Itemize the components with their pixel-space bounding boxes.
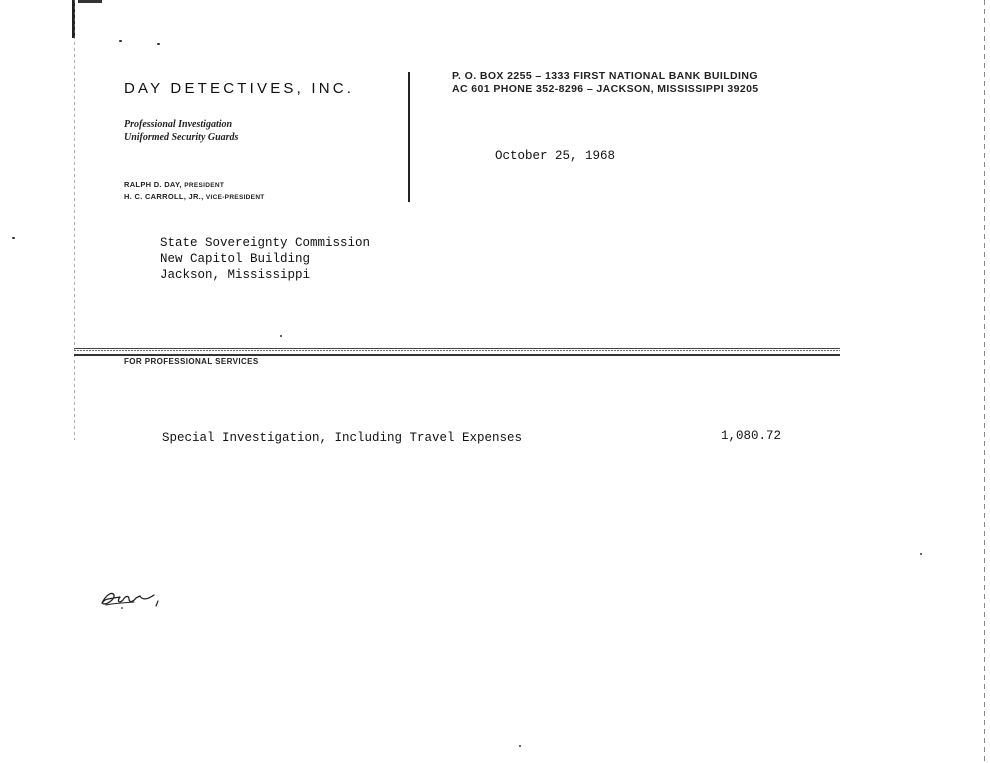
section-heading: FOR PROFESSIONAL SERVICES bbox=[124, 357, 259, 366]
address-line-1: P. O. BOX 2255 – 1333 FIRST NATIONAL BANK BUILDING bbox=[452, 70, 758, 82]
officer-name: H. C. CARROLL, JR., bbox=[124, 192, 204, 201]
officer-president bbox=[124, 180, 224, 189]
scan-speck bbox=[157, 43, 160, 45]
officer-title: VICE-PRESIDENT bbox=[205, 194, 265, 201]
scan-speck bbox=[519, 745, 521, 747]
scan-mark bbox=[78, 0, 102, 3]
section-rule-texture bbox=[74, 350, 840, 351]
officer-vice-president bbox=[124, 192, 265, 201]
scan-speck bbox=[12, 237, 15, 239]
line-item-amount: 1,080.72 bbox=[721, 429, 782, 443]
page-edge bbox=[984, 0, 985, 763]
recipient-line-3: Jackson, Mississippi bbox=[160, 268, 311, 282]
line-item-description: Special Investigation, Including Travel Expenses bbox=[162, 431, 523, 445]
page-edge bbox=[74, 0, 75, 440]
invoice-date: October 25, 1968 bbox=[495, 149, 616, 163]
recipient-line-2: New Capitol Building bbox=[160, 252, 311, 266]
handwritten-signature bbox=[98, 583, 164, 611]
scan-speck bbox=[280, 335, 282, 337]
company-name: DAY DETECTIVES, INC. bbox=[124, 80, 355, 97]
address-line-2: AC 601 PHONE 352-8296 – JACKSON, MISSISSIPPI 39205 bbox=[452, 83, 759, 95]
recipient-line-1: State Sovereignty Commission bbox=[160, 236, 371, 250]
officer-name: RALPH D. DAY, bbox=[124, 180, 182, 189]
tagline-investigation: Professional Investigation bbox=[124, 119, 233, 130]
tagline-guards: Uniformed Security Guards bbox=[124, 132, 239, 143]
officer-title: PRESIDENT bbox=[184, 182, 225, 189]
letterhead-divider bbox=[408, 72, 410, 202]
scan-speck bbox=[920, 553, 922, 555]
scan-speck bbox=[119, 40, 122, 42]
